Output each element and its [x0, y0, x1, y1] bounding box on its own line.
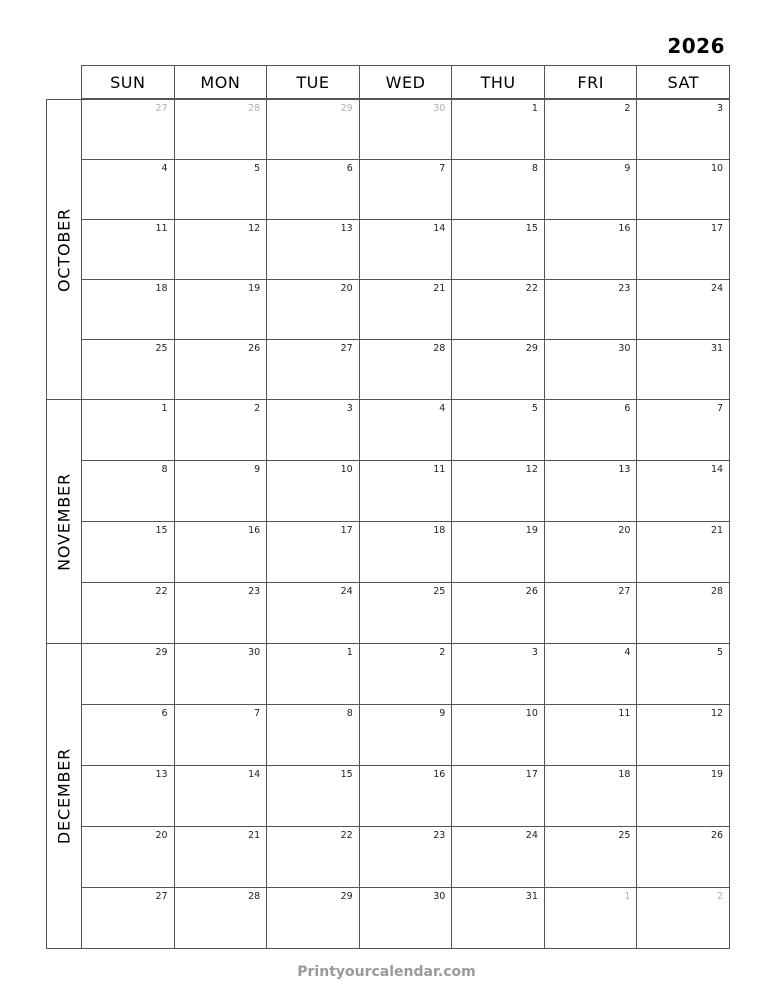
day-number: 7 [717, 403, 724, 414]
day-cell[interactable] [359, 461, 452, 521]
day-cell[interactable] [451, 766, 544, 826]
day-number: 11 [618, 708, 631, 719]
weekday-header-tue: TUE [266, 66, 359, 98]
month-label-cell [46, 399, 81, 644]
day-cell[interactable] [544, 766, 637, 826]
month-label-cell [46, 99, 81, 400]
day-cell[interactable] [174, 583, 267, 643]
week-row [82, 219, 729, 279]
week-row [82, 887, 729, 948]
day-cell[interactable] [359, 644, 452, 704]
day-cell[interactable] [266, 100, 359, 159]
day-cell[interactable] [544, 888, 637, 948]
day-cell[interactable] [82, 220, 174, 279]
week-row [82, 279, 729, 339]
day-cell[interactable] [451, 827, 544, 887]
weekday-header-wed: WED [359, 66, 452, 98]
day-number: 26 [710, 830, 724, 841]
day-cell[interactable] [174, 280, 267, 339]
day-cell[interactable] [359, 766, 452, 826]
day-cell[interactable] [451, 280, 544, 339]
day-number: 20 [618, 525, 631, 536]
day-cell[interactable] [544, 461, 637, 521]
day-number: 13 [340, 223, 353, 234]
month-block-december [46, 643, 730, 949]
day-cell[interactable] [451, 400, 544, 460]
day-cell[interactable] [544, 705, 637, 765]
day-number: 14 [248, 769, 261, 780]
day-number: 30 [433, 891, 446, 902]
day-cell[interactable] [544, 827, 637, 887]
day-number: 18 [618, 769, 631, 780]
day-cell[interactable] [82, 827, 174, 887]
day-number: 24 [710, 283, 724, 294]
day-number: 21 [433, 283, 446, 294]
day-number-adjacent-month: 1 [624, 891, 631, 902]
day-cell[interactable] [266, 220, 359, 279]
day-number: 2 [439, 647, 446, 658]
day-cell[interactable] [174, 340, 267, 399]
day-cell[interactable] [82, 100, 174, 159]
day-cell[interactable] [359, 522, 452, 582]
day-cell[interactable] [174, 400, 267, 460]
day-number: 22 [525, 283, 538, 294]
day-number: 26 [525, 586, 538, 597]
week-row [82, 400, 729, 460]
day-number: 25 [155, 343, 168, 354]
day-cell[interactable] [544, 220, 637, 279]
day-cell[interactable] [636, 340, 729, 399]
week-row [82, 339, 729, 399]
week-row [82, 704, 729, 765]
week-row [82, 521, 729, 582]
day-cell[interactable] [451, 583, 544, 643]
day-cell[interactable] [266, 827, 359, 887]
day-number: 12 [710, 708, 724, 719]
day-number: 27 [340, 343, 353, 354]
day-number: 6 [624, 403, 631, 414]
week-row [82, 159, 729, 219]
day-cell[interactable] [82, 583, 174, 643]
day-cell[interactable] [544, 522, 637, 582]
month-label-october: OCTOBER [54, 207, 74, 292]
day-number: 15 [155, 525, 168, 536]
day-number: 19 [525, 525, 538, 536]
day-cell[interactable] [451, 220, 544, 279]
day-number-adjacent-month: 27 [155, 103, 168, 114]
day-number: 13 [155, 769, 168, 780]
day-number: 3 [531, 647, 538, 658]
day-cell[interactable] [174, 766, 267, 826]
day-number: 12 [525, 464, 538, 475]
day-number: 11 [155, 223, 168, 234]
day-cell[interactable] [636, 827, 729, 887]
day-cell[interactable] [451, 522, 544, 582]
day-cell[interactable] [82, 400, 174, 460]
footer-brand: Printyourcalendar.com [297, 964, 476, 980]
day-number: 26 [248, 343, 261, 354]
day-cell[interactable] [266, 340, 359, 399]
year-title: 2026 [667, 34, 725, 58]
day-number: 24 [525, 830, 538, 841]
day-cell[interactable] [451, 888, 544, 948]
day-cell[interactable] [544, 100, 637, 159]
day-number: 30 [248, 647, 261, 658]
day-number: 31 [710, 343, 724, 354]
week-row [82, 826, 729, 887]
day-cell[interactable] [82, 461, 174, 521]
day-number: 29 [525, 343, 538, 354]
week-row [82, 644, 729, 704]
day-number: 8 [346, 708, 353, 719]
month-label-november: NOVEMBER [54, 472, 74, 571]
day-number: 13 [618, 464, 631, 475]
day-number: 28 [248, 891, 261, 902]
week-row [82, 582, 729, 643]
weekday-header-sat: SAT [636, 66, 729, 98]
day-number: 4 [161, 163, 168, 174]
month-block-october [46, 99, 730, 400]
day-cell[interactable] [636, 100, 729, 159]
day-cell[interactable] [266, 400, 359, 460]
day-cell[interactable] [174, 522, 267, 582]
day-cell[interactable] [82, 522, 174, 582]
day-cell[interactable] [359, 583, 452, 643]
day-cell[interactable] [636, 461, 729, 521]
day-number: 27 [618, 586, 631, 597]
day-cell[interactable] [266, 160, 359, 219]
day-cell[interactable] [174, 827, 267, 887]
day-cell[interactable] [266, 461, 359, 521]
day-cell[interactable] [451, 461, 544, 521]
day-number: 17 [340, 525, 353, 536]
day-number: 28 [710, 586, 724, 597]
day-cell[interactable] [451, 160, 544, 219]
day-cell[interactable] [544, 160, 637, 219]
month-label-december: DECEMBER [54, 747, 74, 845]
day-cell[interactable] [266, 522, 359, 582]
day-cell[interactable] [174, 220, 267, 279]
day-number: 4 [439, 403, 446, 414]
month-label-cell [46, 643, 81, 949]
day-cell[interactable] [636, 583, 729, 643]
day-number: 16 [618, 223, 631, 234]
day-cell[interactable] [451, 705, 544, 765]
day-cell[interactable] [451, 100, 544, 159]
month-weeks [81, 99, 730, 400]
day-number: 14 [433, 223, 446, 234]
day-cell[interactable] [266, 644, 359, 704]
day-number: 19 [710, 769, 724, 780]
day-cell[interactable] [174, 100, 267, 159]
day-cell[interactable] [266, 280, 359, 339]
day-cell[interactable] [266, 705, 359, 765]
day-cell[interactable] [636, 705, 729, 765]
day-number: 2 [624, 103, 631, 114]
day-number: 22 [155, 586, 168, 597]
day-number: 25 [618, 830, 631, 841]
week-row [82, 460, 729, 521]
day-number: 4 [624, 647, 631, 658]
day-number: 17 [710, 223, 724, 234]
weekday-header-thu: THU [451, 66, 544, 98]
day-cell[interactable] [82, 160, 174, 219]
day-cell[interactable] [82, 644, 174, 704]
day-number: 16 [433, 769, 446, 780]
day-number: 6 [346, 163, 353, 174]
day-number: 14 [710, 464, 724, 475]
day-number: 5 [254, 163, 261, 174]
day-cell[interactable] [636, 400, 729, 460]
week-row [82, 100, 729, 159]
day-cell[interactable] [636, 644, 729, 704]
day-cell[interactable] [359, 160, 452, 219]
day-number: 9 [254, 464, 261, 475]
day-number: 15 [340, 769, 353, 780]
day-number: 20 [340, 283, 353, 294]
day-number: 3 [717, 103, 724, 114]
day-number: 15 [525, 223, 538, 234]
day-number: 27 [155, 891, 168, 902]
day-number: 21 [710, 525, 724, 536]
day-number: 1 [531, 103, 538, 114]
weekday-header-sun: SUN [110, 72, 146, 92]
calendar-grid [46, 65, 730, 949]
day-number: 21 [248, 830, 261, 841]
day-cell[interactable] [174, 705, 267, 765]
day-number: 18 [433, 525, 446, 536]
day-number: 11 [433, 464, 446, 475]
day-number: 9 [439, 708, 446, 719]
day-number: 29 [340, 891, 353, 902]
day-cell[interactable] [359, 340, 452, 399]
day-cell[interactable] [266, 766, 359, 826]
weekday-header-mon: MON [174, 66, 267, 98]
day-cell[interactable] [82, 340, 174, 399]
day-cell[interactable] [82, 888, 174, 948]
day-cell[interactable] [636, 160, 729, 219]
day-number: 7 [439, 163, 446, 174]
day-number: 2 [254, 403, 261, 414]
day-number: 10 [525, 708, 538, 719]
day-cell[interactable] [359, 888, 452, 948]
day-cell[interactable] [636, 766, 729, 826]
day-number: 17 [525, 769, 538, 780]
day-cell[interactable] [359, 400, 452, 460]
day-number: 12 [248, 223, 261, 234]
day-cell[interactable] [451, 644, 544, 704]
day-cell[interactable] [636, 220, 729, 279]
month-weeks [81, 643, 730, 949]
month-block-november [46, 399, 730, 644]
day-number: 8 [531, 163, 538, 174]
day-number: 31 [525, 891, 538, 902]
day-number: 28 [433, 343, 446, 354]
day-number: 1 [161, 403, 168, 414]
day-cell[interactable] [451, 340, 544, 399]
month-weeks [81, 399, 730, 644]
day-cell[interactable] [544, 583, 637, 643]
day-number: 23 [248, 586, 261, 597]
day-number: 6 [161, 708, 168, 719]
day-number: 1 [346, 647, 353, 658]
day-number: 7 [254, 708, 261, 719]
day-cell[interactable] [359, 100, 452, 159]
day-number: 16 [248, 525, 261, 536]
weekday-header-fri: FRI [544, 66, 637, 98]
day-cell[interactable] [359, 220, 452, 279]
day-number-adjacent-month: 2 [717, 891, 724, 902]
day-number: 24 [340, 586, 353, 597]
day-number: 18 [155, 283, 168, 294]
day-number: 25 [433, 586, 446, 597]
day-cell[interactable] [174, 461, 267, 521]
day-number: 23 [618, 283, 631, 294]
week-row [82, 765, 729, 826]
day-number: 5 [531, 403, 538, 414]
day-number: 10 [340, 464, 353, 475]
day-number: 8 [161, 464, 168, 475]
day-cell[interactable] [174, 160, 267, 219]
day-number: 10 [710, 163, 724, 174]
day-number: 19 [248, 283, 261, 294]
day-cell[interactable] [359, 280, 452, 339]
day-cell[interactable] [266, 888, 359, 948]
day-cell[interactable] [544, 340, 637, 399]
day-number: 30 [618, 343, 631, 354]
day-number: 29 [155, 647, 168, 658]
day-cell[interactable] [174, 888, 267, 948]
day-cell[interactable] [544, 400, 637, 460]
day-number: 3 [346, 403, 353, 414]
day-cell[interactable] [174, 644, 267, 704]
day-cell[interactable] [544, 644, 637, 704]
day-cell[interactable] [544, 280, 637, 339]
day-number-adjacent-month: 29 [340, 103, 353, 114]
day-cell[interactable] [82, 280, 174, 339]
day-number: 5 [717, 647, 724, 658]
day-cell[interactable] [636, 888, 729, 948]
day-number: 22 [340, 830, 353, 841]
day-number-adjacent-month: 28 [248, 103, 261, 114]
day-number: 9 [624, 163, 631, 174]
day-cell[interactable] [359, 827, 452, 887]
day-number: 23 [433, 830, 446, 841]
day-cell[interactable] [266, 583, 359, 643]
day-number: 20 [155, 830, 168, 841]
day-cell[interactable] [636, 522, 729, 582]
day-number-adjacent-month: 30 [433, 103, 446, 114]
day-cell[interactable] [636, 280, 729, 339]
weekday-header-row [81, 65, 730, 99]
day-cell[interactable] [82, 766, 174, 826]
day-cell[interactable] [359, 705, 452, 765]
day-cell[interactable] [82, 705, 174, 765]
